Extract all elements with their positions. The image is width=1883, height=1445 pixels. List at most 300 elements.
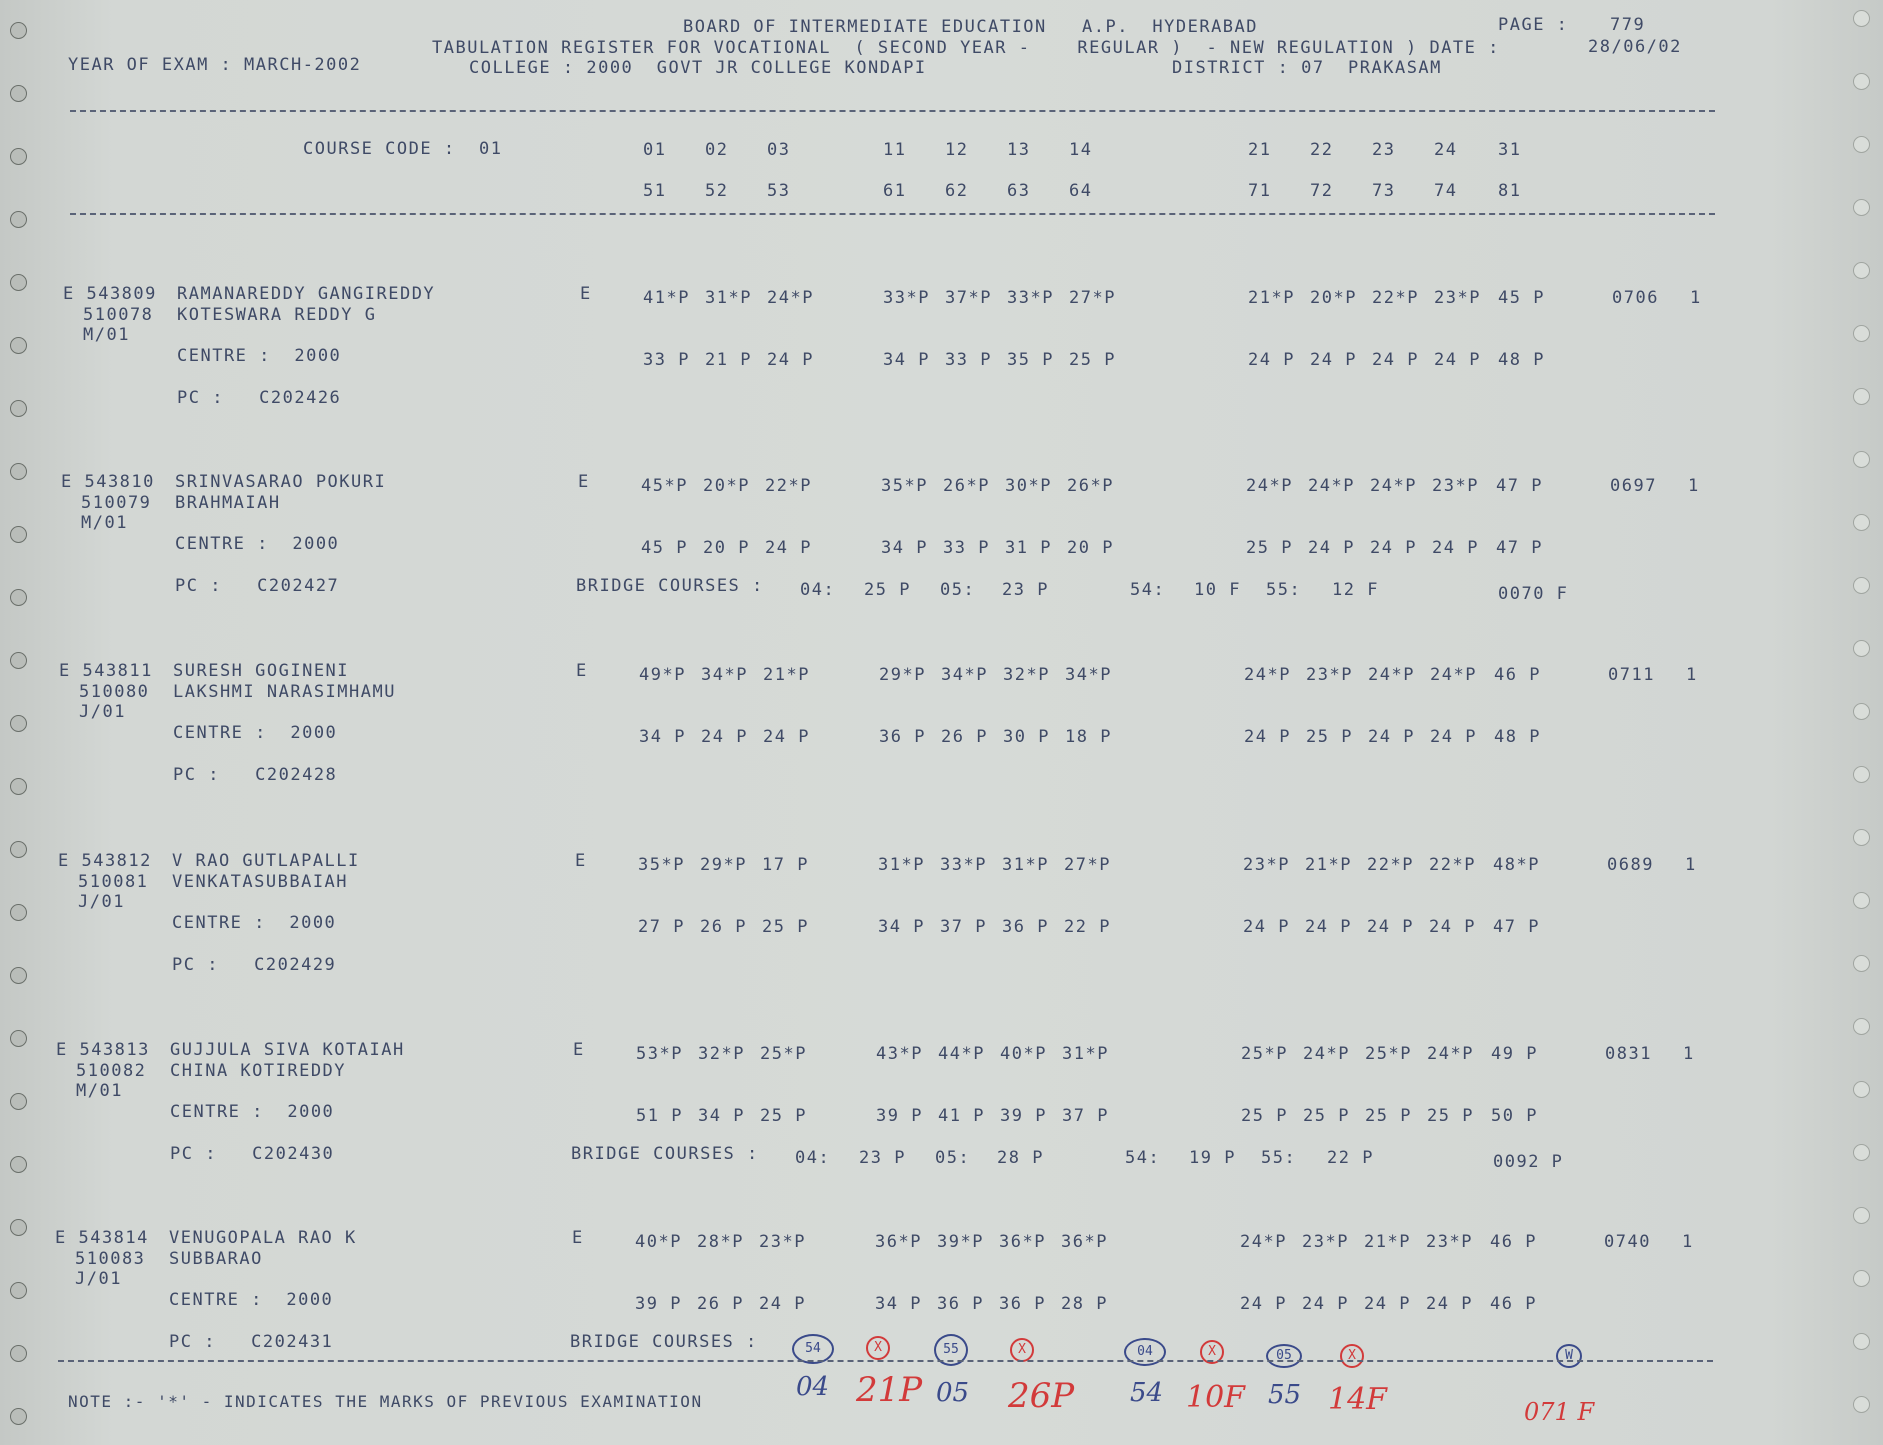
mark-second: 34 P (698, 1106, 745, 1126)
mark-first: 24*P (1308, 476, 1355, 496)
mark-first: 24*P (1244, 665, 1291, 685)
father-name: BRAHMAIAH (175, 493, 281, 513)
pc-number: PC : C202429 (172, 955, 337, 975)
mark-first: 25*P (760, 1044, 807, 1064)
mark-second: 39 P (876, 1106, 923, 1126)
board-title: BOARD OF INTERMEDIATE EDUCATION A.P. HYDERABAD (683, 17, 1259, 37)
mark-second: 36 P (879, 727, 926, 747)
student-name: SRINVASARAO POKURI (175, 472, 387, 492)
medium: E (578, 472, 590, 492)
page-number: 779 (1610, 15, 1646, 35)
feed-hole (1853, 766, 1870, 783)
course-code: 81 (1498, 181, 1522, 201)
feed-hole (10, 1030, 27, 1047)
medium: E (576, 661, 588, 681)
mark-first: 21*P (1305, 855, 1352, 875)
mark-second: 25 P (1365, 1106, 1412, 1126)
mark-second: 26 P (941, 727, 988, 747)
total-marks: 0831 (1605, 1044, 1652, 1064)
student-name: GUJJULA SIVA KOTAIAH (170, 1040, 405, 1060)
mark-second: 25 P (760, 1106, 807, 1126)
handwritten-circle-mark: 55 (934, 1334, 968, 1366)
feed-hole (1853, 829, 1870, 846)
mark-second: 24 P (1248, 350, 1295, 370)
roll-number: E 543813 (56, 1040, 150, 1060)
medium: E (572, 1228, 584, 1248)
mark-first: 22*P (1372, 288, 1419, 308)
centre: CENTRE : 2000 (173, 723, 338, 743)
centre: CENTRE : 2000 (170, 1102, 335, 1122)
bridge-code: 54: (1130, 580, 1166, 600)
feed-hole (1853, 955, 1870, 972)
course-code: 63 (1007, 181, 1031, 201)
course-code: 72 (1310, 181, 1334, 201)
footer-note: NOTE :- '*' - INDICATES THE MARKS OF PREVIOUS EXAMINATION (68, 1392, 703, 1411)
centre: CENTRE : 2000 (172, 913, 337, 933)
mark-second: 26 P (697, 1294, 744, 1314)
mark-second: 37 P (1062, 1106, 1109, 1126)
result-division: 1 (1690, 288, 1702, 308)
mark-first: 45 P (1498, 288, 1545, 308)
feed-hole (10, 463, 27, 480)
handwritten-code-05: 05 (936, 1378, 970, 1408)
mark-second: 24 P (1367, 917, 1414, 937)
course-code: 62 (945, 181, 969, 201)
mark-first: 20*P (1310, 288, 1357, 308)
feed-hole (1853, 136, 1870, 153)
mark-second: 33 P (943, 538, 990, 558)
handwritten-mark-3: 10F (1186, 1380, 1245, 1415)
handwritten-circle-mark: 05 (1266, 1344, 1302, 1368)
mark-first: 40*P (1000, 1044, 1047, 1064)
feed-hole (1853, 514, 1870, 531)
mark-first: 48*P (1493, 855, 1540, 875)
mark-first: 34*P (1065, 665, 1112, 685)
mark-second: 36 P (1002, 917, 1049, 937)
mark-first: 26*P (943, 476, 990, 496)
medium: E (575, 851, 587, 871)
centre: CENTRE : 2000 (175, 534, 340, 554)
mark-second: 34 P (881, 538, 928, 558)
course-code: 03 (767, 140, 791, 160)
mark-second: 24 P (1308, 538, 1355, 558)
mark-first: 53*P (636, 1044, 683, 1064)
mark-second: 25 P (1306, 727, 1353, 747)
roll-number: E 543810 (61, 472, 155, 492)
mark-second: 24 P (1434, 350, 1481, 370)
mark-second: 24 P (1305, 917, 1352, 937)
student-name: VENUGOPALA RAO K (169, 1228, 357, 1248)
course-code: 71 (1248, 181, 1272, 201)
bridge-courses-label: BRIDGE COURSES : (576, 576, 764, 596)
category: J/01 (75, 1269, 122, 1289)
bridge-code: 55: (1266, 580, 1302, 600)
mark-second: 46 P (1490, 1294, 1537, 1314)
student-id: 510078 (83, 305, 154, 325)
mark-first: 24*P (1430, 665, 1477, 685)
mark-first: 24*P (1368, 665, 1415, 685)
mark-second: 26 P (700, 917, 747, 937)
mark-first: 31*P (705, 288, 752, 308)
total-marks: 0740 (1604, 1232, 1651, 1252)
pc-number: PC : C202431 (169, 1332, 334, 1352)
mark-first: 23*P (1426, 1232, 1473, 1252)
handwritten-circle-mark: 54 (792, 1334, 834, 1364)
mark-first: 29*P (700, 855, 747, 875)
feed-hole (1853, 577, 1870, 594)
feed-hole (1853, 1207, 1870, 1224)
roll-number: E 543809 (63, 284, 157, 304)
mark-second: 37 P (940, 917, 987, 937)
mark-first: 22*P (1367, 855, 1414, 875)
father-name: KOTESWARA REDDY G (177, 305, 377, 325)
mark-second: 18 P (1065, 727, 1112, 747)
student-id: 510083 (75, 1249, 146, 1269)
roll-number: E 543811 (59, 661, 153, 681)
mark-first: 44*P (938, 1044, 985, 1064)
mark-first: 45*P (641, 476, 688, 496)
bridge-code: 05: (940, 580, 976, 600)
mark-first: 23*P (1432, 476, 1479, 496)
mark-first: 31*P (1002, 855, 1049, 875)
mark-second: 24 P (1310, 350, 1357, 370)
feed-hole (10, 22, 27, 39)
feed-hole (1853, 73, 1870, 90)
mark-first: 35*P (881, 476, 928, 496)
course-code: 14 (1069, 140, 1093, 160)
mark-first: 32*P (1003, 665, 1050, 685)
feed-hole (1853, 1270, 1870, 1287)
columns-divider (70, 213, 1715, 215)
mark-second: 24 P (1368, 727, 1415, 747)
course-code: 31 (1498, 140, 1522, 160)
student-name: RAMANAREDDY GANGIREDDY (177, 284, 436, 304)
mark-first: 39*P (937, 1232, 984, 1252)
bridge-mark: 23 P (859, 1148, 906, 1168)
handwritten-code-04: 04 (796, 1372, 830, 1402)
mark-first: 46 P (1494, 665, 1541, 685)
pc-number: PC : C202430 (170, 1144, 335, 1164)
mark-second: 28 P (1061, 1294, 1108, 1314)
feed-hole (10, 274, 27, 291)
feed-hole (1853, 892, 1870, 909)
mark-second: 39 P (1000, 1106, 1047, 1126)
feed-hole (10, 211, 27, 228)
feed-hole (10, 904, 27, 921)
roll-number: E 543814 (55, 1228, 149, 1248)
father-name: LAKSHMI NARASIMHAMU (173, 682, 396, 702)
student-id: 510081 (78, 872, 149, 892)
mark-first: 27*P (1069, 288, 1116, 308)
mark-first: 34*P (941, 665, 988, 685)
student-name: SURESH GOGINENI (173, 661, 350, 681)
handwritten-circle-mark: X (1340, 1344, 1364, 1368)
feed-hole (1853, 1333, 1870, 1350)
feed-hole (10, 1408, 27, 1425)
feed-hole (1853, 1018, 1870, 1035)
mark-second: 22 P (1064, 917, 1111, 937)
mark-first: 37*P (945, 288, 992, 308)
mark-second: 24 P (1426, 1294, 1473, 1314)
mark-second: 20 P (703, 538, 750, 558)
course-code: 51 (643, 181, 667, 201)
mark-second: 48 P (1498, 350, 1545, 370)
mark-first: 30*P (1005, 476, 1052, 496)
feed-hole (10, 526, 27, 543)
feed-hole (10, 1219, 27, 1236)
course-code: 11 (883, 140, 907, 160)
mark-second: 24 P (701, 727, 748, 747)
footer-divider (58, 1360, 1713, 1362)
mark-second: 24 P (1364, 1294, 1411, 1314)
mark-first: 23*P (1243, 855, 1290, 875)
mark-first: 22*P (1429, 855, 1476, 875)
year-of-exam: YEAR OF EXAM : MARCH-2002 (68, 55, 362, 75)
centre: CENTRE : 2000 (169, 1290, 334, 1310)
result-division: 1 (1682, 1232, 1694, 1252)
mark-second: 34 P (878, 917, 925, 937)
feed-hole (10, 1282, 27, 1299)
bridge-code: 55: (1261, 1148, 1297, 1168)
course-code-label: COURSE CODE : 01 (303, 139, 503, 159)
mark-first: 24*P (1427, 1044, 1474, 1064)
roll-number: E 543812 (58, 851, 152, 871)
mark-first: 33*P (1007, 288, 1054, 308)
mark-second: 45 P (641, 538, 688, 558)
course-code: 74 (1434, 181, 1458, 201)
mark-first: 47 P (1496, 476, 1543, 496)
mark-second: 24 P (1429, 917, 1476, 937)
course-code: 61 (883, 181, 907, 201)
mark-second: 50 P (1491, 1106, 1538, 1126)
bridge-code: 54: (1125, 1148, 1161, 1168)
feed-hole (1853, 703, 1870, 720)
mark-second: 47 P (1496, 538, 1543, 558)
student-id: 510082 (76, 1061, 147, 1081)
course-code: 02 (705, 140, 729, 160)
mark-second: 33 P (643, 350, 690, 370)
feed-hole (10, 1156, 27, 1173)
feed-hole (1853, 640, 1870, 657)
course-code: 21 (1248, 140, 1272, 160)
mark-second: 24 P (1372, 350, 1419, 370)
mark-first: 36*P (875, 1232, 922, 1252)
mark-second: 25 P (1241, 1106, 1288, 1126)
mark-second: 24 P (1430, 727, 1477, 747)
total-marks: 0706 (1612, 288, 1659, 308)
date-value: 28/06/02 (1588, 37, 1682, 57)
result-division: 1 (1685, 855, 1697, 875)
course-code: 73 (1372, 181, 1396, 201)
mark-second: 25 P (1303, 1106, 1350, 1126)
mark-second: 47 P (1493, 917, 1540, 937)
mark-first: 33*P (883, 288, 930, 308)
category: J/01 (79, 702, 126, 722)
mark-second: 30 P (1003, 727, 1050, 747)
feed-hole (1853, 388, 1870, 405)
mark-first: 24*P (1240, 1232, 1287, 1252)
bridge-mark: 23 P (1002, 580, 1049, 600)
mark-second: 24 P (1302, 1294, 1349, 1314)
register-title: TABULATION REGISTER FOR VOCATIONAL ( SECOND YEAR - REGULAR ) - NEW REGULATION ) DATE : (432, 38, 1500, 58)
feed-hole (10, 589, 27, 606)
course-code: 24 (1434, 140, 1458, 160)
mark-first: 24*P (1246, 476, 1293, 496)
mark-second: 25 P (762, 917, 809, 937)
mark-first: 49*P (639, 665, 686, 685)
mark-second: 25 P (1069, 350, 1116, 370)
mark-first: 29*P (879, 665, 926, 685)
handwritten-mark-2: 26P (1008, 1376, 1075, 1416)
mark-first: 25*P (1365, 1044, 1412, 1064)
feed-hole (1853, 325, 1870, 342)
result-division: 1 (1686, 665, 1698, 685)
mark-second: 36 P (999, 1294, 1046, 1314)
mark-second: 20 P (1067, 538, 1114, 558)
pc-number: PC : C202428 (173, 765, 338, 785)
mark-first: 31*P (878, 855, 925, 875)
mark-second: 34 P (883, 350, 930, 370)
mark-first: 49 P (1491, 1044, 1538, 1064)
mark-first: 21*P (1364, 1232, 1411, 1252)
bridge-code: 04: (800, 580, 836, 600)
mark-second: 24 P (765, 538, 812, 558)
mark-first: 23*P (1302, 1232, 1349, 1252)
feed-hole (1853, 10, 1870, 27)
father-name: VENKATASUBBAIAH (172, 872, 349, 892)
handwritten-code-55: 55 (1268, 1380, 1302, 1410)
mark-second: 34 P (639, 727, 686, 747)
mark-first: 20*P (703, 476, 750, 496)
handwritten-circle-mark: X (1200, 1340, 1224, 1364)
handwritten-circle-mark: W (1556, 1344, 1582, 1368)
medium: E (573, 1040, 585, 1060)
mark-second: 24 P (1432, 538, 1479, 558)
category: M/01 (83, 325, 130, 345)
feed-hole (10, 652, 27, 669)
mark-second: 24 P (767, 350, 814, 370)
mark-first: 36*P (999, 1232, 1046, 1252)
mark-second: 33 P (945, 350, 992, 370)
mark-first: 34*P (701, 665, 748, 685)
handwritten-total: 071 F (1524, 1398, 1595, 1426)
course-code: 53 (767, 181, 791, 201)
category: M/01 (81, 513, 128, 533)
result-division: 1 (1688, 476, 1700, 496)
course-code: 64 (1069, 181, 1093, 201)
mark-second: 31 P (1005, 538, 1052, 558)
total-marks: 0711 (1608, 665, 1655, 685)
mark-first: 35*P (638, 855, 685, 875)
course-code: 13 (1007, 140, 1031, 160)
handwritten-circle-mark: X (866, 1336, 890, 1360)
mark-second: 35 P (1007, 350, 1054, 370)
feed-hole (10, 967, 27, 984)
medium: E (580, 284, 592, 304)
mark-second: 25 P (1427, 1106, 1474, 1126)
course-code: 22 (1310, 140, 1334, 160)
centre: CENTRE : 2000 (177, 346, 342, 366)
feed-hole (1853, 199, 1870, 216)
handwritten-mark-1: 21P (856, 1370, 923, 1410)
mark-first: 23*P (1434, 288, 1481, 308)
category: J/01 (78, 892, 125, 912)
bridge-code: 04: (795, 1148, 831, 1168)
course-code: 12 (945, 140, 969, 160)
district-name: DISTRICT : 07 PRAKASAM (1172, 58, 1442, 78)
mark-second: 39 P (635, 1294, 682, 1314)
mark-second: 27 P (638, 917, 685, 937)
mark-second: 24 P (1240, 1294, 1287, 1314)
mark-first: 31*P (1062, 1044, 1109, 1064)
bridge-code: 05: (935, 1148, 971, 1168)
mark-first: 33*P (940, 855, 987, 875)
feed-hole (10, 337, 27, 354)
mark-second: 34 P (875, 1294, 922, 1314)
mark-first: 36*P (1061, 1232, 1108, 1252)
bridge-mark: 19 P (1189, 1148, 1236, 1168)
left-tractor-feed (2, 0, 32, 1445)
mark-second: 48 P (1494, 727, 1541, 747)
feed-hole (10, 1345, 27, 1362)
mark-first: 21*P (1248, 288, 1295, 308)
handwritten-circle-mark: X (1010, 1338, 1034, 1362)
mark-second: 24 P (1244, 727, 1291, 747)
mark-first: 41*P (643, 288, 690, 308)
mark-second: 51 P (636, 1106, 683, 1126)
bridge-courses-label: BRIDGE COURSES : (570, 1332, 758, 1352)
header-divider (70, 110, 1715, 112)
total-marks: 0697 (1610, 476, 1657, 496)
mark-first: 22*P (765, 476, 812, 496)
feed-hole (10, 148, 27, 165)
course-code: 23 (1372, 140, 1396, 160)
handwritten-mark-4: 14F (1328, 1382, 1387, 1417)
mark-first: 28*P (697, 1232, 744, 1252)
result-division: 1 (1683, 1044, 1695, 1064)
feed-hole (10, 85, 27, 102)
mark-first: 24*P (1370, 476, 1417, 496)
handwritten-code-54: 54 (1130, 1378, 1164, 1408)
bridge-mark: 22 P (1327, 1148, 1374, 1168)
bridge-mark: 10 F (1194, 580, 1241, 600)
mark-first: 24*P (1303, 1044, 1350, 1064)
mark-first: 32*P (698, 1044, 745, 1064)
mark-second: 41 P (938, 1106, 985, 1126)
mark-second: 24 P (1370, 538, 1417, 558)
mark-first: 24*P (767, 288, 814, 308)
feed-hole (1853, 1081, 1870, 1098)
right-tractor-feed (1847, 0, 1877, 1445)
feed-hole (10, 841, 27, 858)
mark-second: 24 P (763, 727, 810, 747)
bridge-courses-label: BRIDGE COURSES : (571, 1144, 759, 1164)
mark-first: 23*P (759, 1232, 806, 1252)
bridge-mark: 25 P (864, 580, 911, 600)
pc-number: PC : C202427 (175, 576, 340, 596)
feed-hole (10, 1093, 27, 1110)
total-marks: 0689 (1607, 855, 1654, 875)
feed-hole (10, 715, 27, 732)
mark-first: 26*P (1067, 476, 1114, 496)
mark-first: 17 P (762, 855, 809, 875)
student-name: V RAO GUTLAPALLI (172, 851, 360, 871)
mark-first: 46 P (1490, 1232, 1537, 1252)
student-id: 510080 (79, 682, 150, 702)
mark-first: 21*P (763, 665, 810, 685)
father-name: SUBBARAO (169, 1249, 263, 1269)
bridge-mark: 12 F (1332, 580, 1379, 600)
